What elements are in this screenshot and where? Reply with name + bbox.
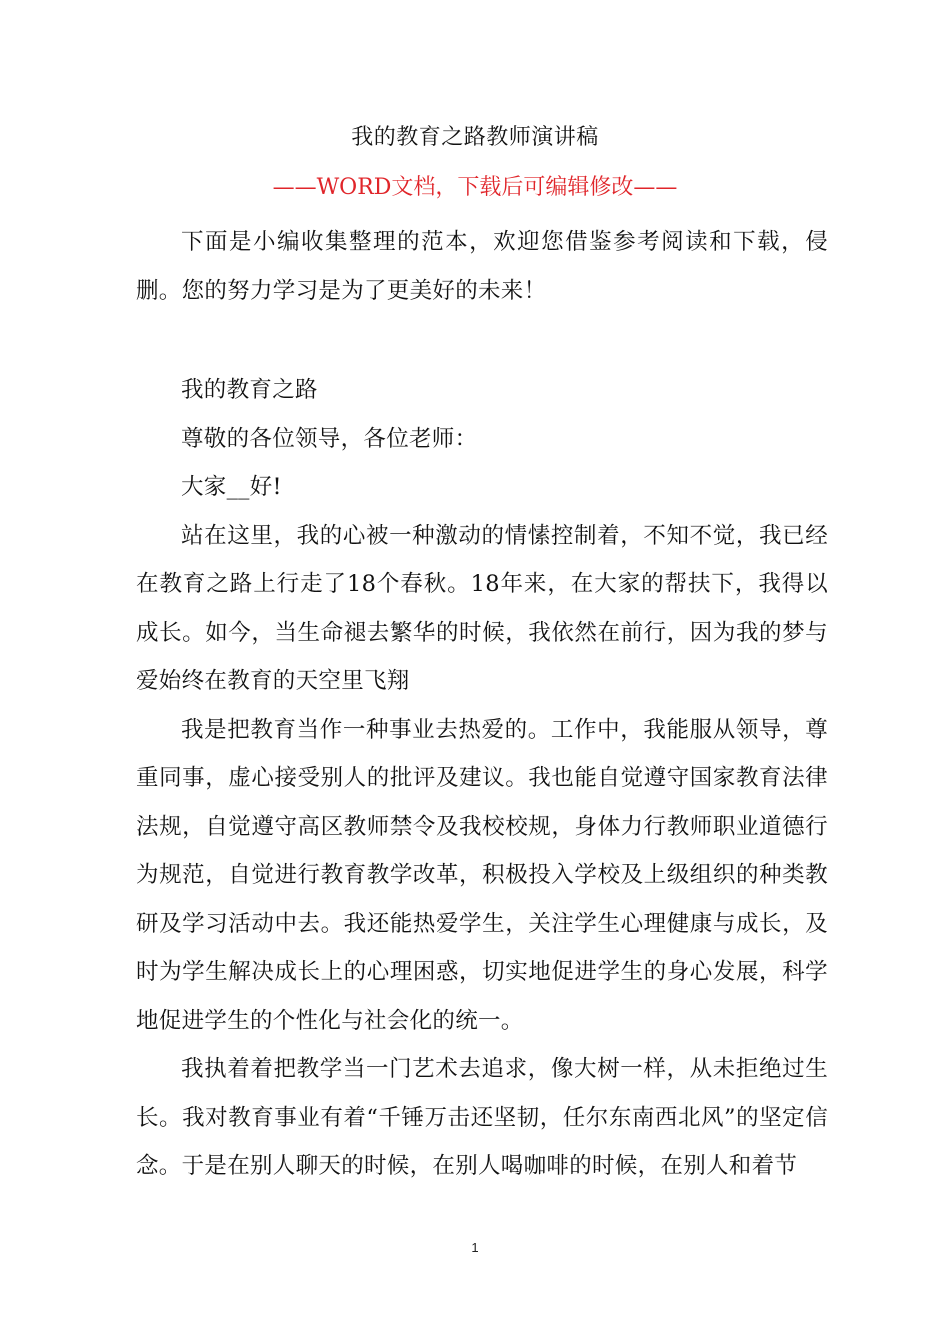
intro-block xyxy=(136,218,828,315)
speech-paragraph: 我执着着把教学当一门艺术去追求，像大树一样，从未拒绝过生长。我对教育事业有着“千锤万击还坚韧，任尔东南西北风”的坚定信念。于是在别人聊天的时候，在别人喝咖啡的时候，在别人和着节 xyxy=(136,1056,828,1179)
page-number: 1 xyxy=(471,1240,479,1255)
speech-body xyxy=(136,366,828,1191)
speech-salutation: 尊敬的各位领导，各位老师： xyxy=(181,425,478,452)
speech-heading: 我的教育之路 xyxy=(181,377,318,403)
document-subtitle: ——WORD文档，下载后可编辑修改—— xyxy=(272,175,678,200)
document-title: 我的教育之路教师演讲稿 xyxy=(351,125,599,150)
speech-paragraph: 站在这里，我的心被一种激动的情愫控制着，不知不觉，我已经在教育之路上行走了18个春秋。18年来，在大家的帮扶下，我得以成长。如今，当生命褪去繁华的时候，我依然在前行，因为我的梦与爱始终在教育的天空里飞翔 xyxy=(136,522,828,694)
intro-paragraph: 下面是小编收集整理的范本，欢迎您借鉴参考阅读和下载，侵删。您的努力学习是为了更美好的未来！ xyxy=(136,229,828,304)
speech-paragraph: 我是把教育当作一种事业去热爱的。工作中，我能服从领导，尊重同事，虚心接受别人的批评及建议。我也能自觉遵守国家教育法律法规，自觉遵守高区教师禁令及我校校规，身体力行教师职业道德行为规范，自觉进行教育教学改革，积极投入学校及上级组织的种类教研及学习活动中去。我还能热爱学生，关注学生心理健康与成长，及时为学生解决成长上的心理困惑，切实地促进学生的身心发展，科学地促进学生的个性化与社会化的统一。 xyxy=(136,716,828,1034)
speech-greeting: 大家__好! xyxy=(181,474,282,500)
